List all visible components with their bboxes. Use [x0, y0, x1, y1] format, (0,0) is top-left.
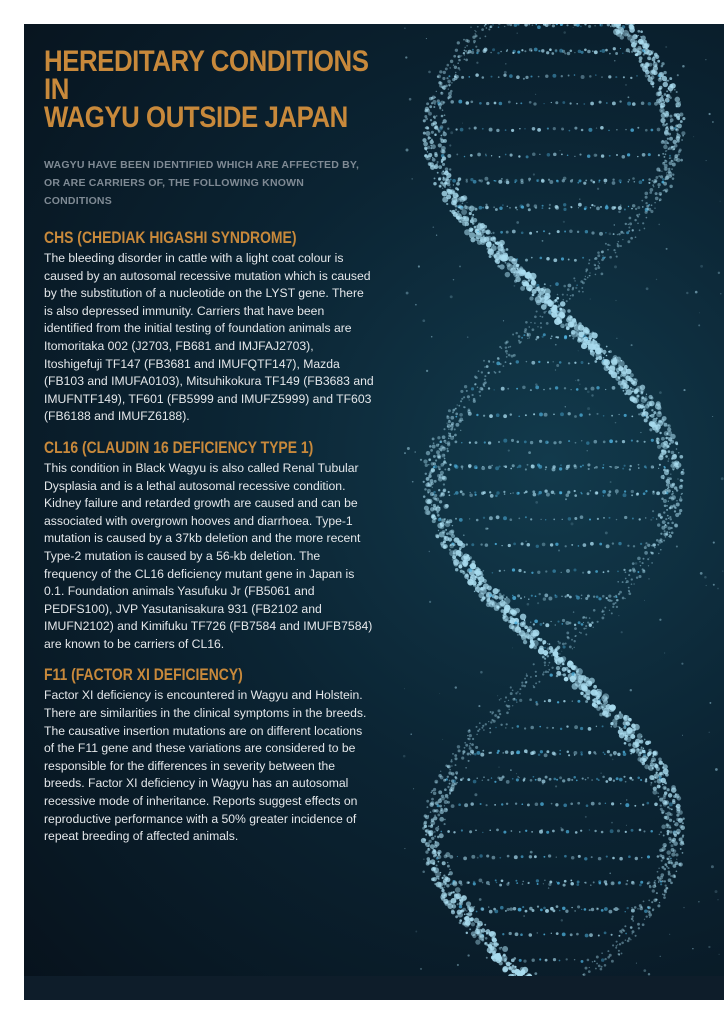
bottom-band [24, 976, 724, 1000]
section-body: This condition in Black Wagyu is also called Renal Tubular Dysplasia and is a lethal autosomal recessive condition. Kidney failure and retarded growth are caused and can be associated with overgrown hooves and diarrhoea. Type-1 mutation is caused by a 37kb deletion and the more recent Type-2 mutation is caused by a 56-kb deletion. The frequency of the CL16 deficiency mutant gene in Japan is 0.1. Foundation animals Yasufuku Jr (FB5061 and PEDFS100), JVP Yasutanisakura 931 (FB2102 and IMUFN2102) and Kimifuku TF726 (FB7584 and IMUFB7584) are known to be carriers of CL16. [44, 460, 373, 651]
page [24, 24, 724, 1000]
page-title-line-2: WAGYU OUTSIDE JAPAN [44, 101, 348, 134]
section-heading: F11 (FACTOR XI DEFICIENCY) [44, 665, 243, 685]
section-chs [44, 228, 374, 426]
article [44, 45, 374, 846]
intro-text: WAGYU HAVE BEEN IDENTIFIED WHICH ARE AFFECTED BY, OR ARE CARRIERS OF, THE FOLLOWING KNOWN CONDITIONS [44, 159, 360, 207]
page-title [44, 45, 379, 134]
section-heading: CHS (CHEDIAK HIGASHI SYNDROME) [44, 228, 297, 247]
section-cl16 [44, 438, 374, 654]
section-f11 [44, 665, 374, 845]
page-title-line-1: HEREDITARY CONDITIONS IN [44, 45, 369, 106]
section-heading: CL16 (CLAUDIN 16 DEFICIENCY TYPE 1) [44, 437, 314, 457]
section-body: The bleeding disorder in cattle with a light coat colour is caused by an autosomal recessive mutation which is caused by the substitution of a nucleotide on the LYST gene. There is also depressed immunity. Carriers that have been identified from the initial testing of foundation animals are Itomoritaka 002 (J2703, FB681 and IMJFAJ2703), Itoshigefuji TF147 (FB3681 and IMUFQTF147), Mazda (FB103 and IMUFA0103), Mitsuhikokura TF149 (FB3683 and IMUFNTF149), TF601 (FB5999 and IMUFZ5999) and TF603 (FB6188 and IMUFZ6188). [44, 251, 374, 424]
section-body: Factor XI deficiency is encountered in Wagyu and Holstein. There are similarities in the clinical symptoms in the breeds. The causative insertion mutations are on different locations of the F11 gene and these variations are considered to be responsible for the differences in severity between the breeds. Factor XI deficiency in Wagyu has an autosomal recessive mode of inheritance. Reports suggest effects on reproductive performance with a 50% greater incidence of repeat breeding of affected animals. [44, 688, 367, 844]
